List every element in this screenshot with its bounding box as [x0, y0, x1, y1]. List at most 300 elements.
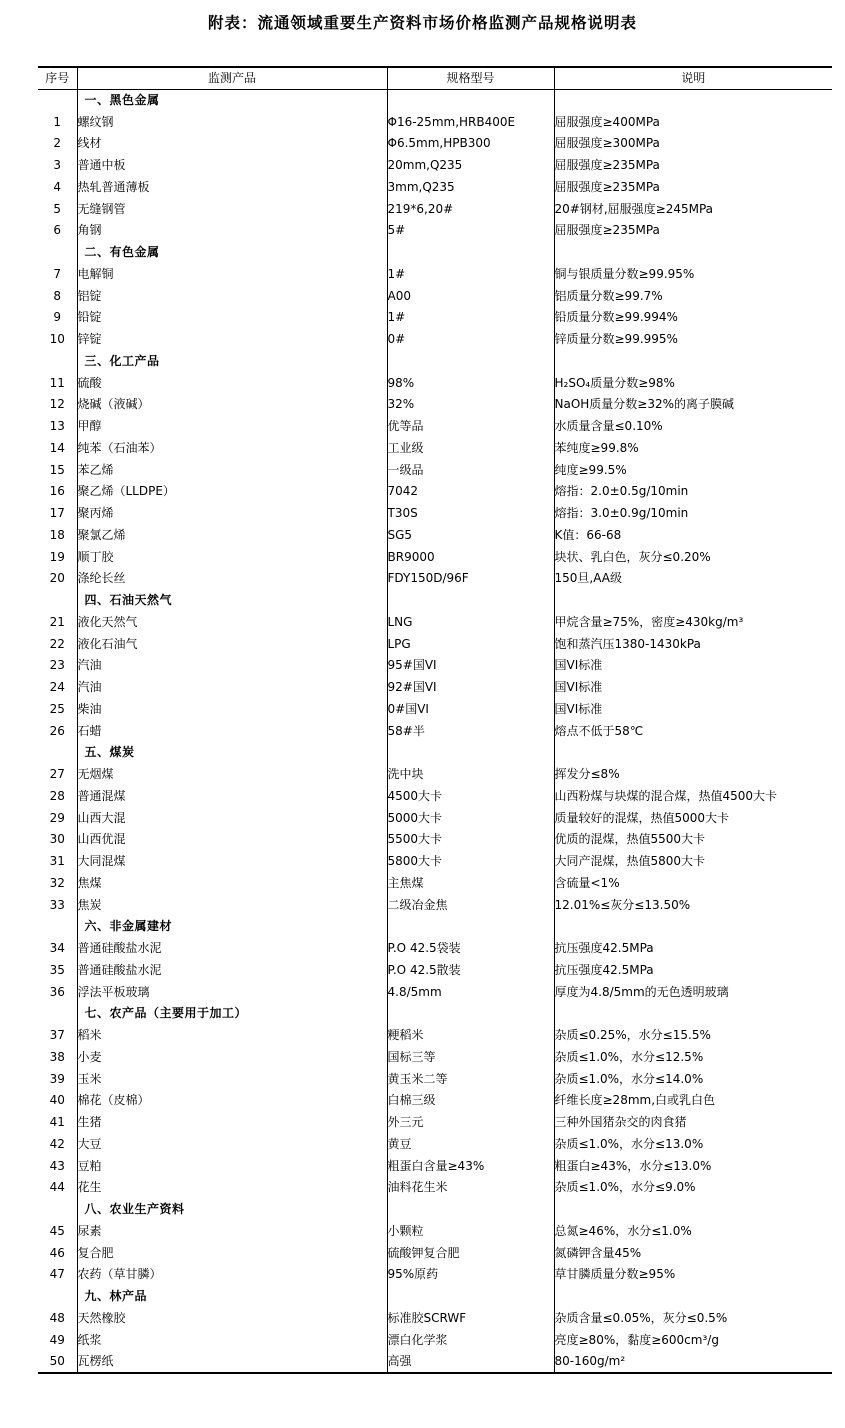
row-number: 37 — [49, 1028, 65, 1043]
table-row — [38, 372, 832, 394]
description: 总氮≥46%，水分≤1.0% — [554, 1221, 832, 1243]
description: 厚度为4.8/5mm的无色透明玻璃 — [554, 981, 832, 1003]
row-number: 42 — [49, 1136, 65, 1151]
category-spec-cell — [387, 916, 554, 938]
table-row — [38, 1090, 832, 1112]
spec-model: P.O 42.5散装 — [387, 960, 554, 982]
row-number: 46 — [49, 1245, 65, 1260]
description: 水质量含量≤0.10% — [554, 416, 832, 438]
spec-model: 5800大卡 — [387, 851, 554, 873]
row-number: 13 — [49, 419, 65, 434]
row-number: 14 — [49, 440, 65, 455]
category-desc-cell — [554, 1003, 832, 1025]
row-number: 18 — [49, 527, 65, 542]
row-number: 11 — [49, 375, 65, 390]
description: 杂质≤1.0%，水分≤14.0% — [554, 1068, 832, 1090]
spec-model: 32% — [387, 394, 554, 416]
row-number: 30 — [49, 832, 65, 847]
spec-model: 硫酸钾复合肥 — [387, 1242, 554, 1264]
description: K值：66-68 — [554, 525, 832, 547]
description: 抗压强度42.5MPa — [554, 938, 832, 960]
category-row — [38, 90, 832, 112]
table-row — [38, 459, 832, 481]
row-number: 8 — [53, 288, 62, 303]
product-name: 豆粕 — [77, 1155, 387, 1177]
spec-model: 优等品 — [387, 416, 554, 438]
category-no-cell — [38, 351, 77, 373]
description: 熔指：2.0±0.5g/10min — [554, 481, 832, 503]
category-no-cell — [38, 90, 77, 112]
product-name: 大同混煤 — [77, 851, 387, 873]
category-name: 三、化工产品 — [77, 351, 387, 373]
description: 屈服强度≥235MPa — [554, 155, 832, 177]
table-row — [38, 851, 832, 873]
product-name: 纸浆 — [77, 1329, 387, 1351]
spec-model: 5500大卡 — [387, 829, 554, 851]
product-name: 汽油 — [77, 677, 387, 699]
row-number: 43 — [49, 1158, 65, 1173]
product-name: 聚丙烯 — [77, 503, 387, 525]
product-name: 线材 — [77, 133, 387, 155]
row-number: 23 — [49, 658, 65, 673]
description: 三种外国猪杂交的肉食猪 — [554, 1112, 832, 1134]
spec-model: 小颗粒 — [387, 1221, 554, 1243]
product-name: 大豆 — [77, 1134, 387, 1156]
spec-model: 一级品 — [387, 459, 554, 481]
row-number: 47 — [49, 1267, 65, 1282]
table-row — [38, 1242, 832, 1264]
description: 亮度≥80%，黏度≥600cm³/g — [554, 1329, 832, 1351]
spec-model: Φ16-25mm,HRB400E — [387, 111, 554, 133]
product-name: 复合肥 — [77, 1242, 387, 1264]
table-row — [38, 699, 832, 721]
product-name: 柴油 — [77, 699, 387, 721]
category-name: 八、农业生产资料 — [77, 1199, 387, 1221]
spec-model: A00 — [387, 285, 554, 307]
spec-model: 白棉三级 — [387, 1090, 554, 1112]
category-desc-cell — [554, 742, 832, 764]
table-row — [38, 416, 832, 438]
table-row — [38, 786, 832, 808]
spec-model: 3mm,Q235 — [387, 177, 554, 199]
row-number: 15 — [49, 462, 65, 477]
table-row — [38, 633, 832, 655]
category-row — [38, 351, 832, 373]
description: 屈服强度≥400MPa — [554, 111, 832, 133]
product-name: 棉花（皮棉） — [77, 1090, 387, 1112]
description: 优质的混煤，热值5500大卡 — [554, 829, 832, 851]
table-row — [38, 1112, 832, 1134]
spec-model: 58#半 — [387, 720, 554, 742]
table-row — [38, 1329, 832, 1351]
table-row — [38, 503, 832, 525]
spec-model: 漂白化学浆 — [387, 1329, 554, 1351]
category-desc-cell — [554, 1286, 832, 1308]
row-number: 31 — [49, 854, 65, 869]
table-row — [38, 111, 832, 133]
description: 熔指：3.0±0.9g/10min — [554, 503, 832, 525]
spec-model: 黄玉米二等 — [387, 1068, 554, 1090]
product-name: 顺丁胶 — [77, 546, 387, 568]
row-number: 26 — [49, 723, 65, 738]
description: 纤维长度≥28mm,白或乳白色 — [554, 1090, 832, 1112]
category-no-cell — [38, 916, 77, 938]
table-row — [38, 894, 832, 916]
table-row — [38, 720, 832, 742]
description: 80-160g/m² — [554, 1351, 832, 1373]
category-no-cell — [38, 242, 77, 264]
product-name: 锌锭 — [77, 329, 387, 351]
description: 杂质≤1.0%，水分≤9.0% — [554, 1177, 832, 1199]
product-name: 花生 — [77, 1177, 387, 1199]
spec-model: 二级冶金焦 — [387, 894, 554, 916]
category-spec-cell — [387, 1286, 554, 1308]
table-row — [38, 394, 832, 416]
category-name: 二、有色金属 — [77, 242, 387, 264]
table-row — [38, 764, 832, 786]
product-name: 天然橡胶 — [77, 1308, 387, 1330]
table-row — [38, 677, 832, 699]
product-name: 焦炭 — [77, 894, 387, 916]
row-number: 34 — [49, 941, 65, 956]
description: 锌质量分数≥99.995% — [554, 329, 832, 351]
spec-model: 油料花生米 — [387, 1177, 554, 1199]
row-number: 1 — [53, 114, 62, 129]
table-row — [38, 177, 832, 199]
spec-model: 1# — [387, 307, 554, 329]
category-spec-cell — [387, 590, 554, 612]
table-row — [38, 938, 832, 960]
description: 含硫量<1% — [554, 873, 832, 895]
description: 杂质≤0.25%，水分≤15.5% — [554, 1025, 832, 1047]
table-row — [38, 981, 832, 1003]
table-row — [38, 198, 832, 220]
spec-model: 粳稻米 — [387, 1025, 554, 1047]
product-name: 涤纶长丝 — [77, 568, 387, 590]
table-body — [38, 90, 832, 1374]
product-name: 角钢 — [77, 220, 387, 242]
product-name: 苯乙烯 — [77, 459, 387, 481]
header-spec: 规格型号 — [387, 67, 554, 90]
description: 甲烷含量≥75%，密度≥430kg/m³ — [554, 612, 832, 634]
product-name: 普通混煤 — [77, 786, 387, 808]
table-row — [38, 329, 832, 351]
table-row — [38, 525, 832, 547]
row-number: 10 — [49, 332, 65, 347]
row-number: 25 — [49, 701, 65, 716]
row-number: 45 — [49, 1223, 65, 1238]
product-name: 铝锭 — [77, 285, 387, 307]
spec-model: LNG — [387, 612, 554, 634]
description: 20#钢材,屈服强度≥245MPa — [554, 198, 832, 220]
product-name: 普通硅酸盐水泥 — [77, 960, 387, 982]
row-number: 50 — [38, 1351, 77, 1373]
description: 氮磷钾含量45% — [554, 1242, 832, 1264]
table-row — [38, 807, 832, 829]
category-row — [38, 242, 832, 264]
product-name: 尿素 — [77, 1221, 387, 1243]
description: 山西粉煤与块煤的混合煤，热值4500大卡 — [554, 786, 832, 808]
category-row — [38, 1286, 832, 1308]
spec-model: BR9000 — [387, 546, 554, 568]
category-row — [38, 1003, 832, 1025]
product-name: 纯苯（石油苯） — [77, 438, 387, 460]
row-number: 12 — [49, 397, 65, 412]
product-name: 生猪 — [77, 1112, 387, 1134]
product-name: 汽油 — [77, 655, 387, 677]
spec-model: 5000大卡 — [387, 807, 554, 829]
spec-model: Φ6.5mm,HPB300 — [387, 133, 554, 155]
row-number: 41 — [49, 1115, 65, 1130]
product-name: 玉米 — [77, 1068, 387, 1090]
table-row — [38, 1308, 832, 1330]
category-name: 五、煤炭 — [77, 742, 387, 764]
description: 杂质≤1.0%，水分≤12.5% — [554, 1047, 832, 1069]
table-row — [38, 1155, 832, 1177]
description: 国VI标准 — [554, 655, 832, 677]
row-number: 22 — [49, 636, 65, 651]
description: 150旦,AA级 — [554, 568, 832, 590]
spec-model: 国标三等 — [387, 1047, 554, 1069]
table-row — [38, 1068, 832, 1090]
row-number: 36 — [49, 984, 65, 999]
product-name: 甲醇 — [77, 416, 387, 438]
spec-model: 7042 — [387, 481, 554, 503]
description: 铝质量分数≥99.7% — [554, 285, 832, 307]
spec-model: T30S — [387, 503, 554, 525]
table-row — [38, 546, 832, 568]
description: 杂质≤1.0%，水分≤13.0% — [554, 1134, 832, 1156]
row-number: 28 — [49, 788, 65, 803]
description: 挥发分≤8% — [554, 764, 832, 786]
table-row — [38, 1047, 832, 1069]
table-row — [38, 133, 832, 155]
product-name: 普通硅酸盐水泥 — [77, 938, 387, 960]
description: 熔点不低于58℃ — [554, 720, 832, 742]
description: 屈服强度≥300MPa — [554, 133, 832, 155]
row-number: 49 — [49, 1332, 65, 1347]
spec-model: 1# — [387, 264, 554, 286]
row-number: 5 — [53, 201, 62, 216]
table-row — [38, 220, 832, 242]
category-spec-cell — [387, 1199, 554, 1221]
spec-model: LPG — [387, 633, 554, 655]
header-product: 监测产品 — [77, 67, 387, 90]
spec-model: 洗中块 — [387, 764, 554, 786]
product-name: 山西大混 — [77, 807, 387, 829]
category-row — [38, 1199, 832, 1221]
product-name: 铅锭 — [77, 307, 387, 329]
category-row — [38, 916, 832, 938]
row-number: 6 — [53, 223, 62, 238]
table-row — [38, 1134, 832, 1156]
product-name: 热轧普通薄板 — [77, 177, 387, 199]
description: 草甘膦质量分数≥95% — [554, 1264, 832, 1286]
product-name: 无烟煤 — [77, 764, 387, 786]
product-name: 石蜡 — [77, 720, 387, 742]
spec-model: FDY150D/96F — [387, 568, 554, 590]
category-spec-cell — [387, 242, 554, 264]
table-row — [38, 655, 832, 677]
table-row — [38, 960, 832, 982]
table-row — [38, 612, 832, 634]
row-number: 19 — [49, 549, 65, 564]
spec-model: 92#国VI — [387, 677, 554, 699]
description: 铅质量分数≥99.994% — [554, 307, 832, 329]
row-number: 32 — [49, 875, 65, 890]
table-row — [38, 438, 832, 460]
table-row — [38, 829, 832, 851]
category-name: 七、农产品（主要用于加工） — [77, 1003, 387, 1025]
category-no-cell — [38, 590, 77, 612]
product-name: 液化天然气 — [77, 612, 387, 634]
spec-model: 219*6,20# — [387, 198, 554, 220]
spec-model: P.O 42.5袋装 — [387, 938, 554, 960]
table-row — [38, 1264, 832, 1286]
description: 12.01%≤灰分≤13.50% — [554, 894, 832, 916]
table-row — [38, 1177, 832, 1199]
spec-model: 外三元 — [387, 1112, 554, 1134]
product-name: 聚氯乙烯 — [77, 525, 387, 547]
row-number: 35 — [49, 962, 65, 977]
product-name: 瓦楞纸 — [77, 1351, 387, 1373]
category-desc-cell — [554, 916, 832, 938]
category-desc-cell — [554, 90, 832, 112]
category-name: 一、黑色金属 — [77, 90, 387, 112]
product-name: 普通中板 — [77, 155, 387, 177]
category-no-cell — [38, 1286, 77, 1308]
row-number: 24 — [49, 680, 65, 695]
spec-model: 0#国VI — [387, 699, 554, 721]
product-name: 浮法平板玻璃 — [77, 981, 387, 1003]
row-number: 20 — [49, 571, 65, 586]
category-spec-cell — [387, 351, 554, 373]
product-name: 硫酸 — [77, 372, 387, 394]
category-name: 四、石油天然气 — [77, 590, 387, 612]
row-number: 40 — [49, 1093, 65, 1108]
product-name: 螺纹钢 — [77, 111, 387, 133]
row-number: 38 — [49, 1049, 65, 1064]
row-number: 44 — [49, 1180, 65, 1195]
description: 屈服强度≥235MPa — [554, 177, 832, 199]
category-spec-cell — [387, 90, 554, 112]
spec-model: 98% — [387, 372, 554, 394]
spec-model: 工业级 — [387, 438, 554, 460]
table-row — [38, 873, 832, 895]
table-row — [38, 568, 832, 590]
product-name: 农药（草甘膦） — [77, 1264, 387, 1286]
spec-model: 95#国VI — [387, 655, 554, 677]
product-name: 聚乙烯（LLDPE） — [77, 481, 387, 503]
table-row — [38, 1351, 832, 1373]
category-spec-cell — [387, 1003, 554, 1025]
row-number: 16 — [49, 484, 65, 499]
row-number: 33 — [49, 897, 65, 912]
spec-model: 主焦煤 — [387, 873, 554, 895]
description: 国VI标准 — [554, 699, 832, 721]
category-no-cell — [38, 1003, 77, 1025]
description: 块状、乳白色，灰分≤0.20% — [554, 546, 832, 568]
table-row — [38, 1221, 832, 1243]
category-desc-cell — [554, 590, 832, 612]
spec-model: 0# — [387, 329, 554, 351]
spec-model: 4.8/5mm — [387, 981, 554, 1003]
description: 屈服强度≥235MPa — [554, 220, 832, 242]
table-row — [38, 1025, 832, 1047]
spec-model: 4500大卡 — [387, 786, 554, 808]
description: 抗压强度42.5MPa — [554, 960, 832, 982]
row-number: 4 — [53, 179, 62, 194]
product-name: 小麦 — [77, 1047, 387, 1069]
product-name: 无缝钢管 — [77, 198, 387, 220]
document-title: 附表：流通领域重要生产资料市场价格监测产品规格说明表 — [207, 13, 637, 32]
table-row — [38, 285, 832, 307]
table-row — [38, 481, 832, 503]
row-number: 48 — [49, 1310, 65, 1325]
row-number: 21 — [49, 614, 65, 629]
description: 饱和蒸汽压1380-1430kPa — [554, 633, 832, 655]
row-number: 27 — [49, 767, 65, 782]
category-name: 六、非金属建材 — [77, 916, 387, 938]
category-desc-cell — [554, 242, 832, 264]
table-row — [38, 155, 832, 177]
description: H₂SO₄质量分数≥98% — [554, 372, 832, 394]
category-no-cell — [38, 1199, 77, 1221]
category-name: 九、林产品 — [77, 1286, 387, 1308]
spec-model: 高强 — [387, 1351, 554, 1373]
category-desc-cell — [554, 351, 832, 373]
spec-model: 95%原药 — [387, 1264, 554, 1286]
row-number: 17 — [49, 506, 65, 521]
spec-model: 20mm,Q235 — [387, 155, 554, 177]
description: 质量较好的混煤，热值5000大卡 — [554, 807, 832, 829]
category-row — [38, 742, 832, 764]
header-no: 序号 — [38, 67, 77, 90]
row-number: 9 — [53, 310, 62, 325]
row-number: 39 — [49, 1071, 65, 1086]
product-name: 液化石油气 — [77, 633, 387, 655]
row-number: 2 — [53, 136, 62, 151]
description: 粗蛋白≥43%，水分≤13.0% — [554, 1155, 832, 1177]
product-name: 电解铜 — [77, 264, 387, 286]
product-name: 稻米 — [77, 1025, 387, 1047]
row-number: 3 — [53, 158, 62, 173]
category-spec-cell — [387, 742, 554, 764]
product-name: 山西优混 — [77, 829, 387, 851]
product-name: 烧碱（液碱） — [77, 394, 387, 416]
description: 纯度≥99.5% — [554, 459, 832, 481]
description: 苯纯度≥99.8% — [554, 438, 832, 460]
row-number: 7 — [53, 266, 62, 281]
header-desc: 说明 — [554, 67, 832, 90]
product-name: 焦煤 — [77, 873, 387, 895]
spec-model: SG5 — [387, 525, 554, 547]
row-number: 29 — [49, 810, 65, 825]
spec-model: 标准胶SCRWF — [387, 1308, 554, 1330]
description: 杂质含量≤0.05%，灰分≤0.5% — [554, 1308, 832, 1330]
spec-model: 黄豆 — [387, 1134, 554, 1156]
category-row — [38, 590, 832, 612]
description: 大同产混煤，热值5800大卡 — [554, 851, 832, 873]
spec-table — [38, 66, 832, 1374]
description: 铜与银质量分数≥99.95% — [554, 264, 832, 286]
table-header-row — [38, 67, 832, 90]
spec-model: 5# — [387, 220, 554, 242]
category-no-cell — [38, 742, 77, 764]
table-row — [38, 264, 832, 286]
spec-model: 粗蛋白含量≥43% — [387, 1155, 554, 1177]
category-desc-cell — [554, 1199, 832, 1221]
